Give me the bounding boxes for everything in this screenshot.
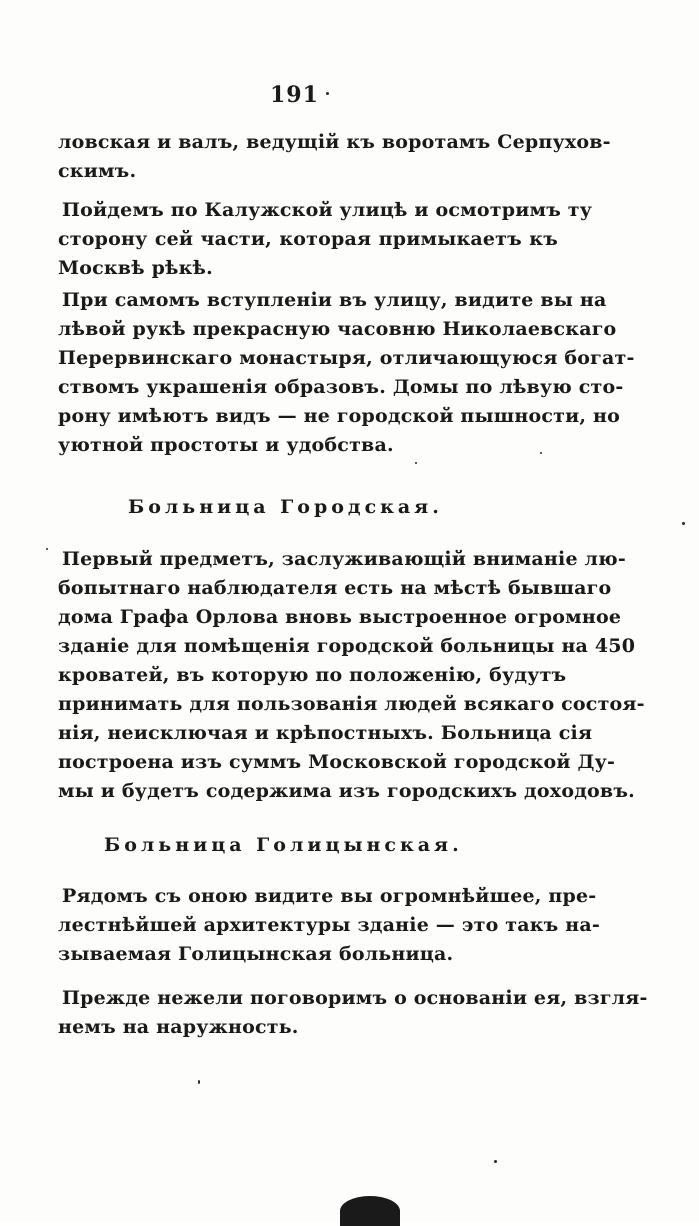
text-line: ловская и валъ, ведущій къ воротамъ Серпухов-: [58, 131, 611, 153]
text-line: скимъ.: [58, 160, 137, 182]
text-line: построена изъ суммъ Московской городской Ду-: [58, 751, 616, 773]
paragraph-3: [58, 286, 635, 460]
text-line: ствомъ украшенія образовъ. Домы по лѣвую сто-: [58, 376, 624, 398]
text-line: Рядомъ съ оною видите вы огромнѣйшее, пре-: [62, 885, 597, 907]
text-line: лестнѣйшей архитектуры зданіе — это такъ на-: [58, 914, 600, 936]
scan-speck: [494, 1160, 497, 1163]
text-line: Пойдемъ по Калужской улицѣ и осмотримъ ту: [62, 199, 593, 221]
text-line: зываемая Голицынская больница.: [58, 943, 454, 965]
scan-speck: [198, 1080, 200, 1084]
text-line: уютной простоты и удобства.: [58, 434, 394, 456]
page-number: 191: [270, 82, 319, 108]
text-line: дома Графа Орлова вновь выстроенное огромное: [58, 606, 622, 628]
text-line: Первый предметъ, заслуживающій вниманіе лю-: [62, 548, 626, 570]
text-line: рону имѣютъ видъ — не городской пышности, но: [58, 405, 621, 427]
scan-speck: [682, 522, 685, 525]
text-line: мы и будетъ содержима изъ городскихъ доходовъ.: [58, 780, 635, 802]
text-line: немъ на наружность.: [58, 1016, 299, 1038]
paragraph-5: [58, 882, 600, 969]
paragraph-2: [58, 196, 593, 283]
text-line: нія, неисключая и крѣпостныхъ. Больница сія: [58, 722, 593, 744]
text-line: Москвѣ рѣкѣ.: [58, 257, 213, 279]
scan-speck: [326, 92, 329, 95]
section-heading-city-hospital: Больница Городская.: [128, 496, 443, 518]
text-line: Перервинскаго монастыря, отличающуюся богат-: [58, 347, 635, 369]
paragraph-4: [58, 545, 645, 806]
text-line: сторону сей части, которая примыкаетъ къ: [58, 228, 558, 250]
text-line: лѣвой рукѣ прекрасную часовню Николаевскаго: [58, 318, 617, 340]
text-line: зданіе для помѣщенія городской больницы на 450: [58, 635, 636, 657]
text-line: Прежде нежели поговоримъ о основаніи ея, взгля-: [62, 987, 648, 1009]
scan-speck: [540, 452, 542, 454]
scan-speck: [415, 462, 417, 464]
paragraph-1: [58, 128, 611, 186]
text-line: бопытнаго наблюдателя есть на мѣстѣ бывшаго: [58, 577, 612, 599]
paragraph-6: [58, 984, 648, 1042]
scan-speck: [46, 548, 48, 550]
text-line: При самомъ вступленіи въ улицу, видите вы на: [62, 289, 607, 311]
section-heading-golitsyn-hospital: Больница Голицынская.: [104, 834, 463, 856]
text-line: кроватей, въ которую по положенію, будутъ: [58, 664, 567, 686]
text-line: принимать для пользованія людей всякаго состоя-: [58, 693, 645, 715]
